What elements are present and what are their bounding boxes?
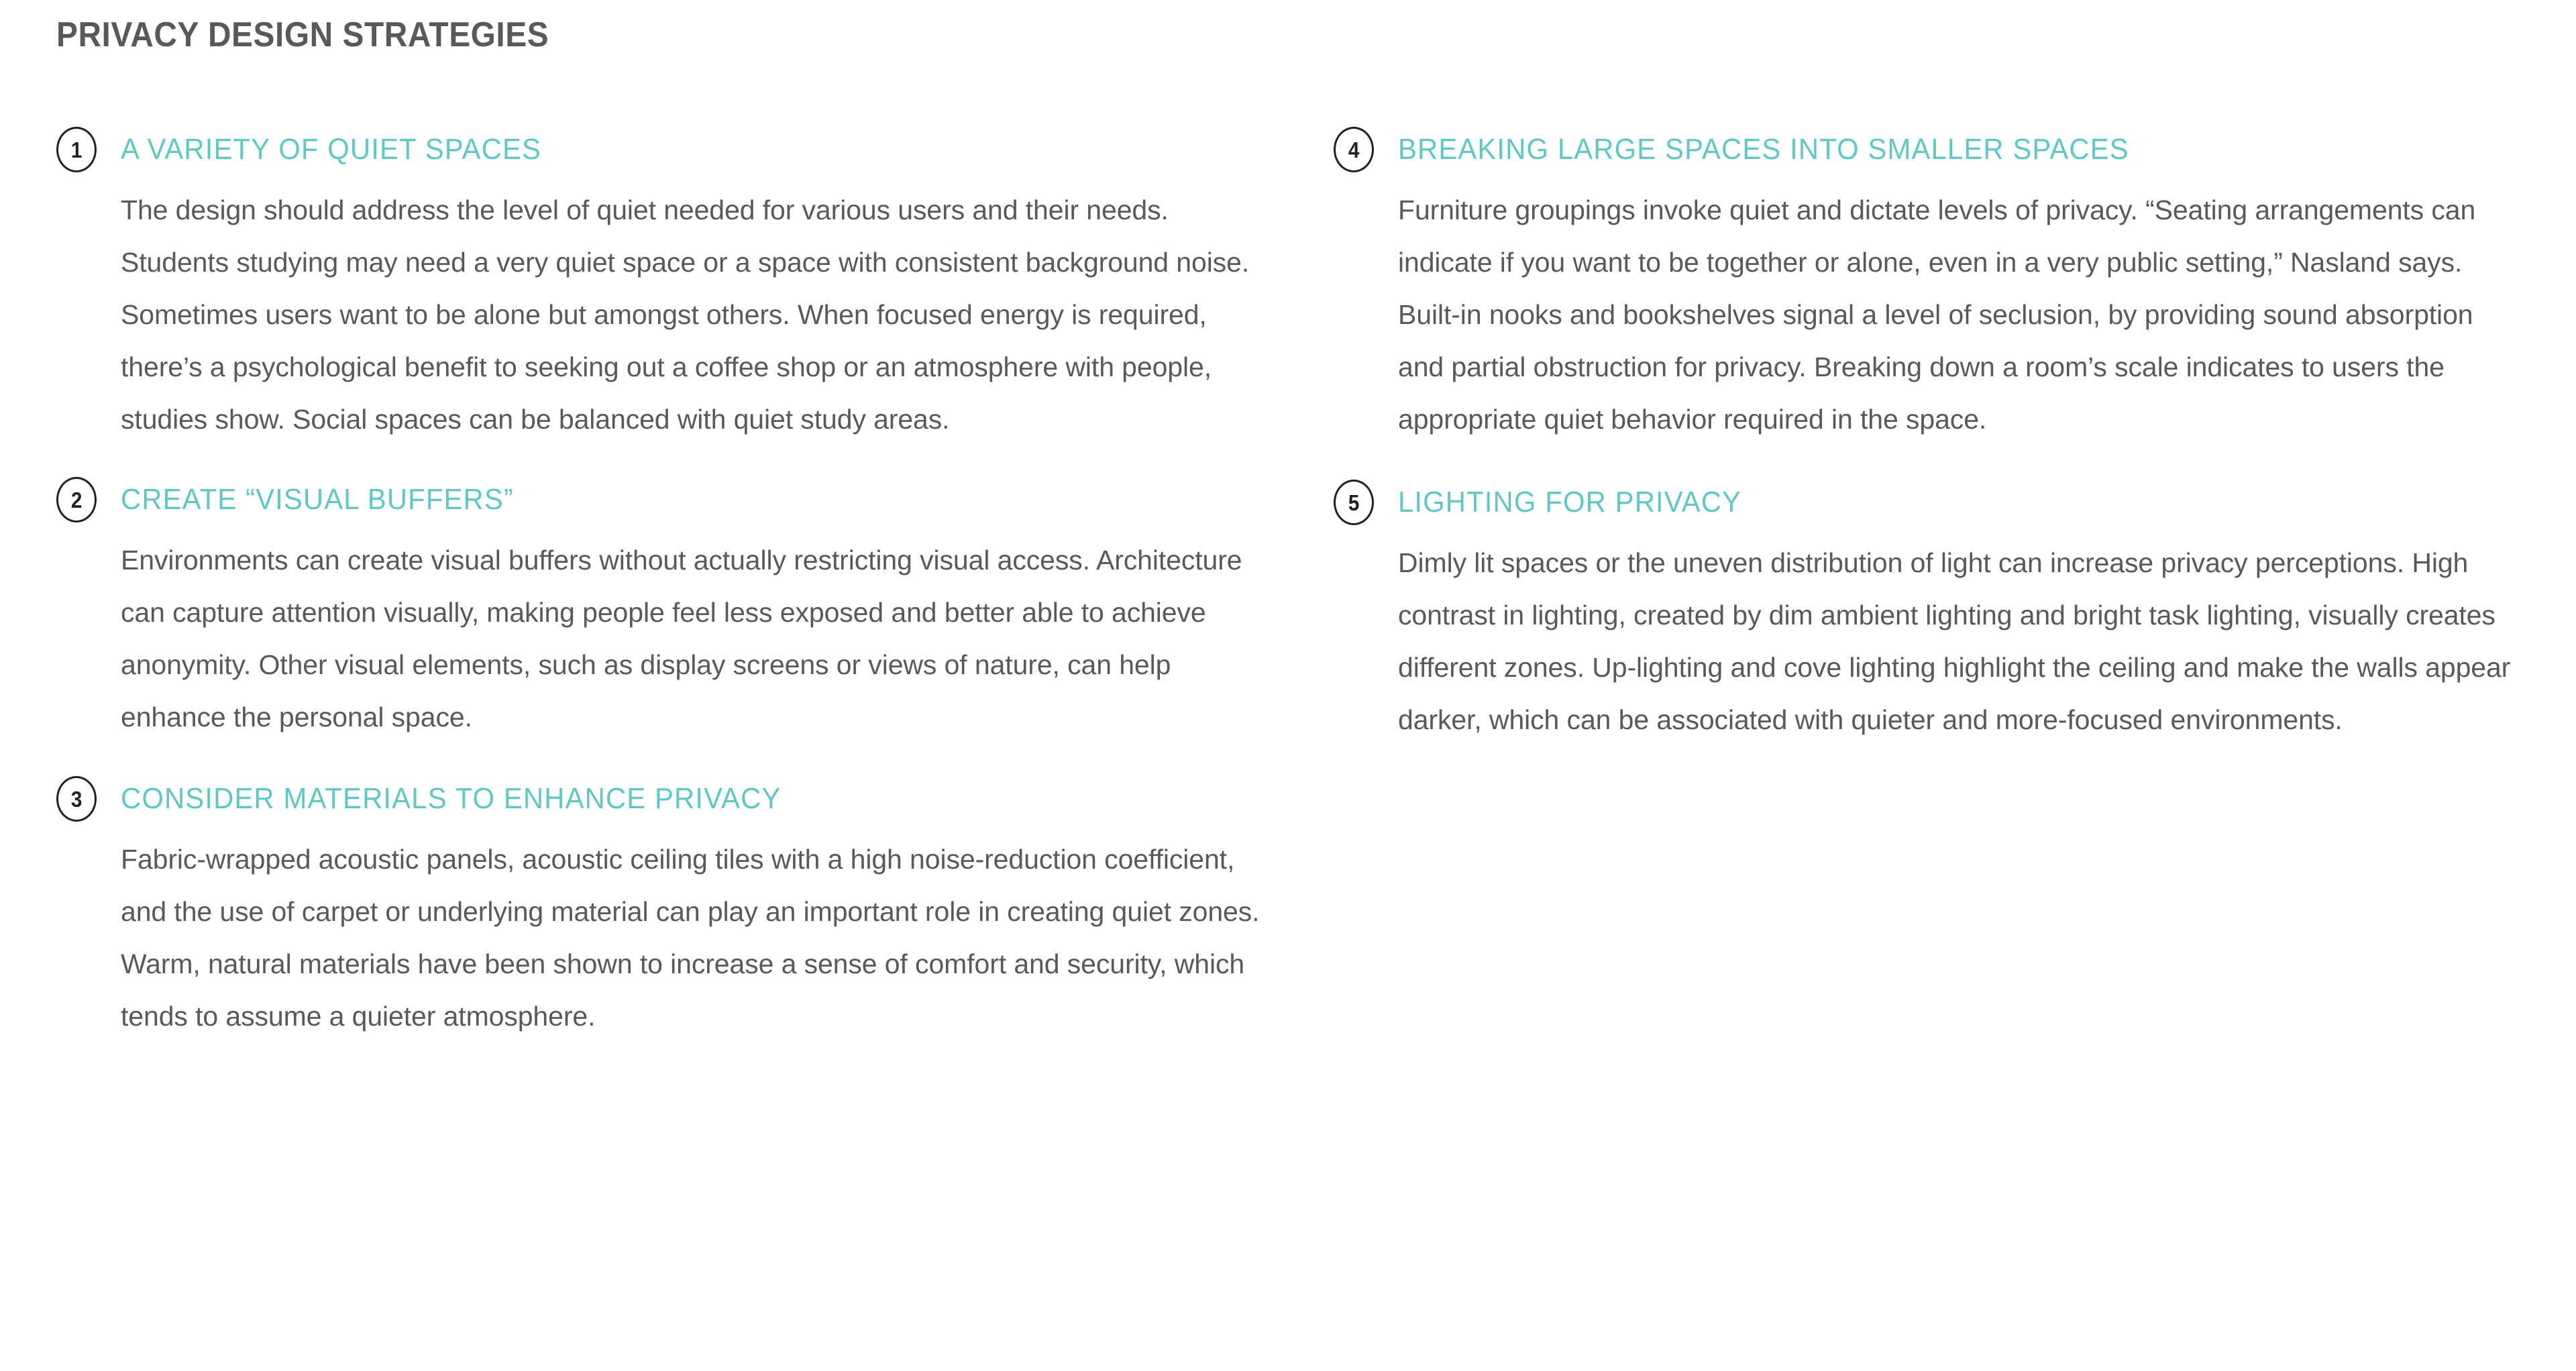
strategy-body-3: Fabric-wrapped acoustic panels, acoustic ceiling tiles with a high noise-reduction coefficient, and the use of carpet or underlying material can play an important role in creating quiet zones. Warm, natural materials have been shown to increase a sense of comfort and security, which tends to assume a quieter atmosphere. bbox=[121, 844, 1260, 1032]
strategy-title-4: BREAKING LARGE SPACES INTO SMALLER SPACES bbox=[1398, 133, 2129, 166]
strategy-body-4: Furniture groupings invoke quiet and dictate levels of privacy. “Seating arrangements can indicate if you want to be together or alone, even in a very public setting,” Nasland says. Built-in nooks and bookshelves signal a level of seclusion, by providing sound absorption and partial obstruction for privacy. Breaking down a room’s scale indicates to users the appropriate quiet behavior required in the space. bbox=[1398, 195, 2476, 435]
badge-number-2: 2 bbox=[70, 487, 83, 512]
number-badge-icon-2 bbox=[56, 477, 97, 523]
page-title: PRIVACY DESIGN STRATEGIES bbox=[56, 15, 549, 54]
badge-number-4: 4 bbox=[1348, 137, 1360, 162]
number-badge-icon-4 bbox=[1334, 127, 1374, 172]
strategy-item-1 bbox=[56, 125, 1275, 445]
strategy-title-2: CREATE “VISUAL BUFFERS” bbox=[121, 483, 514, 516]
strategies-column-right bbox=[1275, 125, 2509, 746]
badge-number-1: 1 bbox=[70, 137, 83, 162]
strategy-body-1: The design should address the level of quiet needed for various users and their needs. Students studying may need a very quiet space or a space with consistent background noise. Sometimes users want to be alone but amongst others. When focused energy is required, there’s a psychological benefit to seeking out a coffee shop or an atmosphere with people, studies show. Social spaces can be balanced with quiet study areas. bbox=[121, 195, 1250, 435]
strategy-header-5 bbox=[1334, 478, 2509, 527]
badge-number-3: 3 bbox=[70, 786, 83, 812]
strategy-header-1 bbox=[56, 125, 1275, 174]
strategies-columns bbox=[0, 125, 2576, 1042]
strategy-title-3: CONSIDER MATERIALS TO ENHANCE PRIVACY bbox=[121, 782, 782, 815]
strategy-item-5 bbox=[1334, 478, 2509, 746]
badge-number-5: 5 bbox=[1348, 490, 1360, 515]
number-badge-icon-3 bbox=[56, 776, 97, 822]
strategy-title-1: A VARIETY OF QUIET SPACES bbox=[121, 133, 542, 166]
strategy-item-2 bbox=[56, 475, 1275, 743]
strategy-item-3 bbox=[56, 774, 1275, 1042]
strategy-body-5: Dimly lit spaces or the uneven distribution of light can increase privacy perceptions. High contrast in lighting, created by dim ambient lighting and bright task lighting, visually creates different zones. Up-lighting and cove lighting highlight the ceiling and make the walls appear darker, which can be associated with quieter and more-focused environments. bbox=[1398, 547, 2511, 735]
strategies-column-left bbox=[0, 125, 1275, 1042]
number-badge-icon-5 bbox=[1334, 480, 1374, 525]
strategy-title-5: LIGHTING FOR PRIVACY bbox=[1398, 486, 1742, 518]
strategy-item-4 bbox=[1334, 125, 2509, 445]
strategy-body-2: Environments can create visual buffers without actually restricting visual access. Architecture can capture attention visually, making people feel less exposed and better able to achieve anonymity. Other visual elements, such as display screens or views of nature, can help enhance the personal space. bbox=[121, 545, 1242, 732]
strategy-header-4 bbox=[1334, 125, 2509, 174]
strategy-header-2 bbox=[56, 475, 1275, 525]
number-badge-icon-1 bbox=[56, 127, 97, 172]
strategy-header-3 bbox=[56, 774, 1275, 824]
